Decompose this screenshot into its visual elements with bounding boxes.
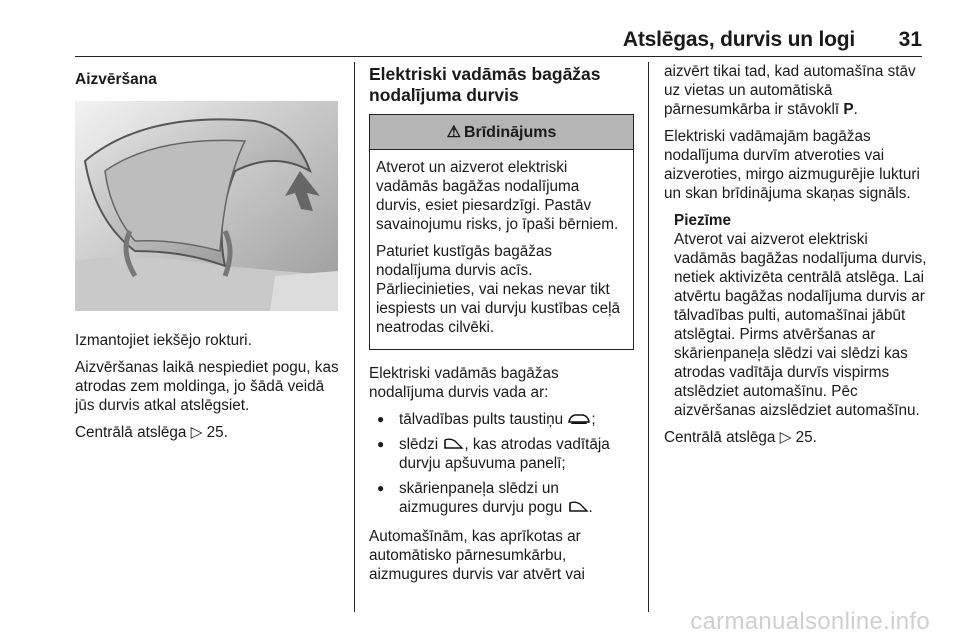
list-item-text: slēdzi xyxy=(399,436,439,453)
paragraph-park-position xyxy=(664,62,934,119)
list-item xyxy=(369,435,634,473)
paragraph-lights-signal: Elektriski vadāmajām bagāžas nodalījuma durvīm atveroties vai aizveroties, mirgo aizmugurējie lukturi un skan brīdinājuma skaņas signāls. xyxy=(664,128,920,202)
paragraph-automatic-transmission: Automašīnām, kas aprīkotas ar automātisko pārnesumkārbu, aizmugures durvis var atvērt vai xyxy=(369,528,585,583)
column-divider-2 xyxy=(648,62,649,612)
column-middle xyxy=(369,62,634,592)
warning-body xyxy=(370,150,633,349)
note-title: Piezīme xyxy=(674,212,731,229)
warning-paragraph-1: Atverot un aizverot elektriski vadāmās bagāžas nodalījuma durvis, esiet piesardzīgi. Pastāv savainojumu risks, jo īpaši bērniem. xyxy=(376,159,619,233)
list-item-text: skārienpaneļa slēdzi un aizmugures durvju pogu xyxy=(399,480,563,516)
list-item-suffix: , kas atrodas vadītāja durvju apšuvuma panelī; xyxy=(399,436,610,472)
bullet-dot: ● xyxy=(377,437,385,451)
reference-arrow-icon: ▷ xyxy=(190,424,203,441)
warning-title: Brīdinājums xyxy=(463,123,557,141)
list-item-text: tālvadības pults taustiņu xyxy=(399,411,564,428)
list-item xyxy=(369,410,634,429)
bullet-dot: ● xyxy=(377,481,385,495)
page-number: 31 xyxy=(898,28,922,51)
reference-text: Centrālā atslēga xyxy=(75,424,187,441)
reference-central-locking xyxy=(75,423,343,442)
warning-triangle-icon: ⚠ xyxy=(446,123,461,141)
car-rear-icon xyxy=(567,412,591,426)
warning-header xyxy=(370,115,633,150)
paragraph-text-end: . xyxy=(853,101,858,118)
warning-paragraph-2: Paturiet kustīgās bagāžas nodalījuma durvis acīs. Pārliecinieties, vai nekas nevar tikt iespiests un vai durvju kustības ceļā neatrodas cilvēki. xyxy=(376,243,621,336)
header-rule xyxy=(75,56,922,57)
column-divider-1 xyxy=(354,62,355,612)
note-body: Atverot vai aizverot elektriski vadāmās bagāžas nodalījuma durvis, netiek aktivizēta centrālā atslēga. Lai atvērtu bagāžas nodalījuma durvis ar tālvadības pulti, automašīnai jābūt atslēgtai. Pirms atvēršanas ar skārienpaneļa slēdzi vai slēdzi kas atrodas vadītāja durvīs vispirms atslēdziet automašīnu. Pēc aizvēršanas aizslēdziet automašīnu. xyxy=(674,231,927,419)
watermark: carmanualsonline.info xyxy=(690,608,930,635)
paragraph-text: aizvērt tikai tad, kad automašīna stāv uz vietas un automātiskā pārnesumkārba ir stāvoklī xyxy=(664,63,916,118)
tailgate-icon xyxy=(567,500,589,514)
reference-central-locking xyxy=(664,428,934,447)
tailgate-icon xyxy=(442,437,464,451)
gear-position-p: P xyxy=(843,101,854,118)
reference-arrow-icon: ▷ xyxy=(779,429,792,446)
note-box xyxy=(664,211,934,420)
reference-text: Centrālā atslēga xyxy=(664,429,776,446)
reference-page: 25. xyxy=(206,424,228,441)
list-item-suffix: ; xyxy=(591,411,596,428)
page-header-title: Atslēgas, durvis un logi xyxy=(622,28,855,51)
list-item xyxy=(369,479,634,517)
column-left xyxy=(75,62,343,450)
column-right xyxy=(664,62,934,455)
bullet-dot: ● xyxy=(377,412,385,426)
tailgate-illustration xyxy=(75,101,338,311)
paragraph-closing-caution: Aizvēršanas laikā nespiediet pogu, kas atrodas zem moldinga, jo šādā veidā jūs durvis atkal atslēgsiet. xyxy=(75,359,339,414)
list-item-suffix: . xyxy=(588,499,593,516)
paragraph-use-handle: Izmantojiet iekšējo rokturi. xyxy=(75,332,252,349)
paragraph-controls-intro: Elektriski vadāmās bagāžas nodalījuma durvis vada ar: xyxy=(369,365,559,401)
reference-page: 25. xyxy=(795,429,817,446)
warning-box xyxy=(369,114,634,350)
section-heading-closing: Aizvēršana xyxy=(75,71,157,88)
section-heading-power-tailgate: Elektriski vadāmās bagāžas nodalījuma durvis xyxy=(369,64,601,105)
